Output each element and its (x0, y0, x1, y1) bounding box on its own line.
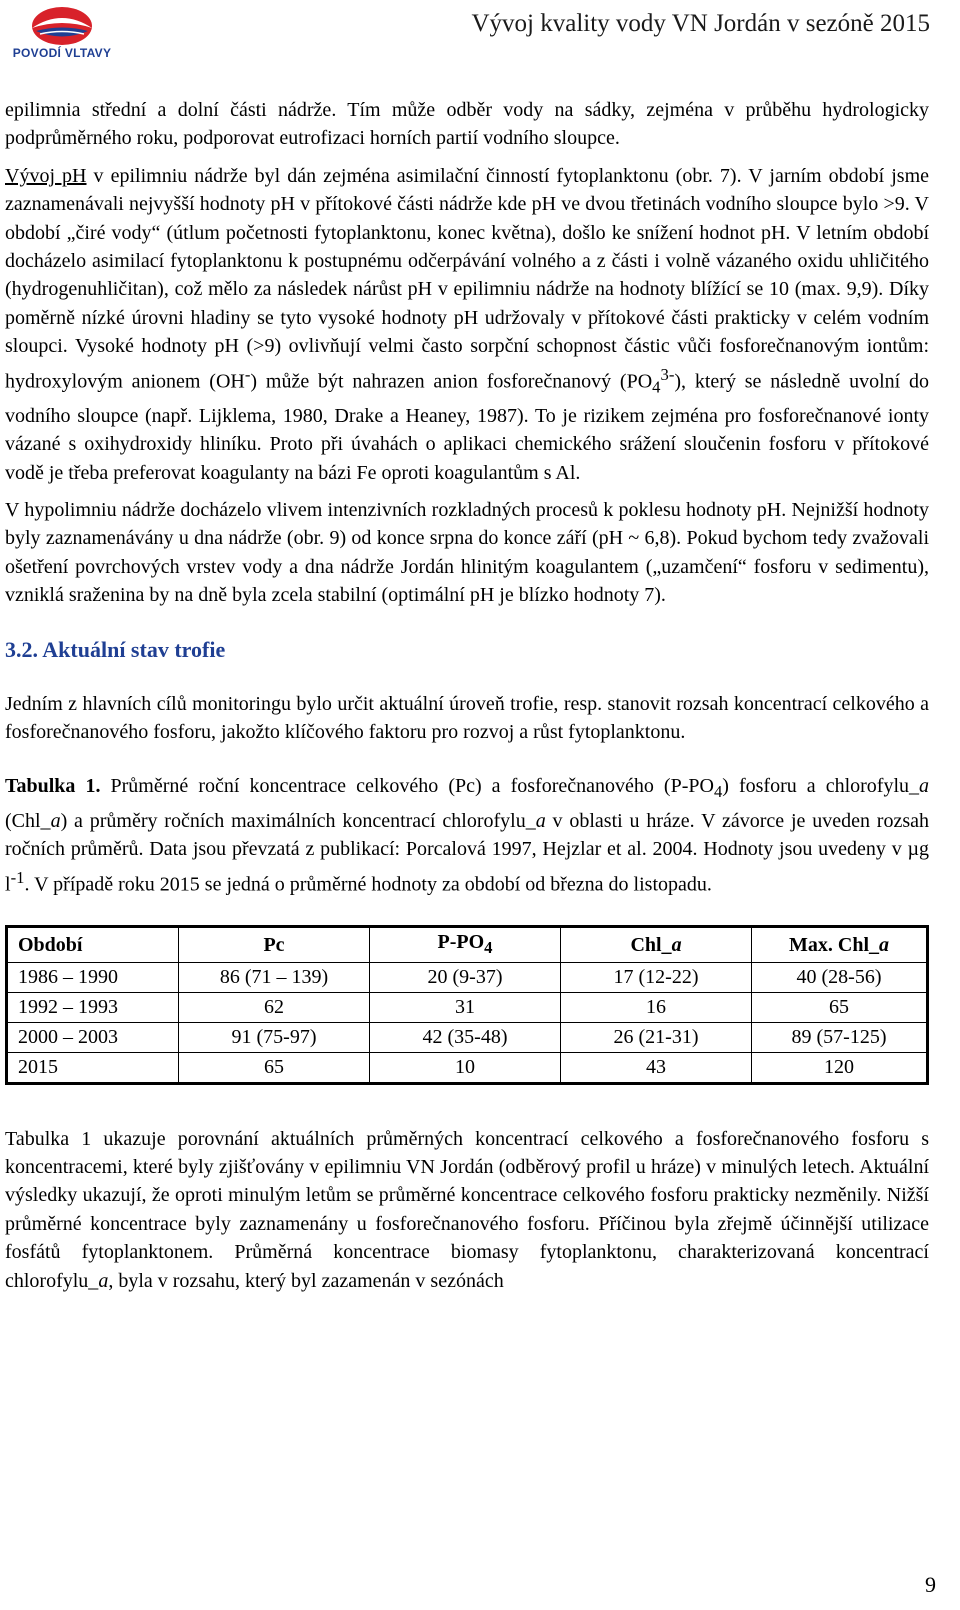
table-cell: 62 (179, 992, 370, 1022)
ph-sup-3: 3- (660, 364, 675, 384)
paragraph-ph (5, 162, 929, 487)
ph-text-a: v epilimniu nádrže byl dán zejména asimilační činností fytoplanktonu (obr. 7). V jarním období jsme zaznamenávali nejvyšší hodnoty pH v přítokové části nádrže kde pH ve dvou třetinách vodního sloupce bylo >9. V období „čiré vody“ (útlum početnosti fytoplanktonu, konec května), došlo ke snížení hodnot pH. V letním období docházelo asimilací fytoplanktonu k postupnému odčerpávání volného a z části i volně vázaného oxidu uhličitého (hydrogenuhličitan), což mělo za následek nárůst pH v epilimniu nádrže na hodnoty blížící se 10 (max. 9,9). Díky poměrně nízké úrovni hladiny se tyto vysoké hodnoty pH udržovaly v přítokové části prakticky v celém vodním sloupci. Vysoké hodnoty pH (>9) ovlivňují velmi často sorpční schopnost částic vůči fosforečnanovým iontům: hydroxylovým anionem (OH (5, 164, 930, 393)
table-cell: 65 (179, 1052, 370, 1083)
header-title: Vývoj kvality vody VN Jordán v sezóně 2015 (471, 10, 930, 37)
col-ppo4 (370, 926, 561, 962)
ph-link[interactable]: Vývoj pH (5, 164, 87, 187)
col-chl (561, 926, 752, 962)
document-body (5, 96, 929, 1295)
ph-sup-minus: - (244, 364, 251, 384)
section-number: 3.2. (5, 636, 38, 662)
table-header-row (7, 926, 928, 962)
col-max-chl-label: Max. Chl_ (789, 933, 879, 956)
phosphorus-table (5, 925, 929, 1085)
table-cell: 31 (370, 992, 561, 1022)
caption-i2: a (50, 809, 61, 832)
col-ppo4-label: P-PO (437, 930, 485, 953)
table-cell: 86 (71 – 139) (179, 962, 370, 992)
table-cell: 26 (21-31) (561, 1022, 752, 1052)
col-chl-italic: a (671, 933, 682, 956)
table-row (7, 1022, 928, 1052)
table-cell: 43 (561, 1052, 752, 1083)
section-title: Aktuální stav trofie (38, 636, 226, 662)
caption-a: Průměrné roční koncentrace celkového (Pc) a fosforečnanového (P-PO (100, 775, 714, 798)
section-heading (5, 636, 929, 664)
caption-i1: a (919, 775, 929, 798)
comparison-italic: a (98, 1269, 109, 1292)
col-period: Období (7, 926, 179, 962)
table-cell: 2015 (7, 1052, 179, 1083)
col-pc: Pc (179, 926, 370, 962)
caption-d: ) a průměry ročních maximálních koncentrací chlorofylu_ (60, 809, 536, 832)
table-cell: 16 (561, 992, 752, 1022)
caption-sub: 4 (713, 782, 723, 802)
logo-text: POVODÍ VLTAVY (12, 46, 112, 60)
table-cell: 17 (12-22) (561, 962, 752, 992)
table-caption (5, 772, 929, 898)
col-max-chl (752, 926, 928, 962)
table-cell: 91 (75-97) (179, 1022, 370, 1052)
page-header (0, 0, 960, 80)
ph-sub-4: 4 (652, 377, 661, 397)
paragraph-comparison (5, 1125, 929, 1295)
povodi-vltavy-logo (6, 4, 118, 64)
caption-e: v oblasti u hráze. V závorce je uveden rozsah ročních průměrů. Data jsou převzatá z publikací: Porcalová 1997, Hejzlar et al. 2004. Hodnoty jsou uvedeny v µg l (5, 809, 929, 896)
caption-i3: a (535, 809, 546, 832)
paragraph-epilimnion: epilimnia střední a dolní části nádrže. Tím může odběr vody na sádky, zejména v průběhu hydrologicky podprůměrného roku, podporovat eutrofizaci horních partií vodního sloupce. (5, 99, 929, 150)
table-cell: 10 (370, 1052, 561, 1083)
table-cell: 20 (9-37) (370, 962, 561, 992)
table-cell: 65 (752, 992, 928, 1022)
table-cell: 2000 – 2003 (7, 1022, 179, 1052)
logo-emblem-icon (6, 4, 118, 48)
paragraph-monitoring: Jedním z hlavních cílů monitoringu bylo určit aktuální úroveň trofie, resp. stanovit rozsah koncentrací celkového a fosforečnanového fosforu, jakožto klíčového faktoru pro rozvoj a růst fytoplanktonu. (5, 692, 929, 743)
caption-c: (Chl_ (5, 809, 51, 832)
comparison-text-a: Tabulka 1 ukazuje porovnání aktuálních průměrných koncentrací celkového a fosforečnanového fosforu s koncentracemi, které byly zjišťovány v epilimniu VN Jordán (odběrový profil u hráze) v minulých letech. Aktuální výsledky ukazují, že oproti minulým letům se průměrné koncentrace celkového fosforu prakticky nezměnily. Nižší průměrné koncentrace byly zaznamenány u fosforečnanového fosforu. Příčinou byla zřejmě účinnější utilizace fosfátů fytoplanktonem. Průměrná koncentrace biomasy fytoplanktonu, charakterizovaná koncentrací chlorofylu_ (5, 1127, 929, 1292)
comparison-text-b: , byla v rozsahu, který byl zazamenán v sezónách (108, 1269, 504, 1292)
table-cell: 120 (752, 1052, 928, 1083)
col-ppo4-sub: 4 (484, 937, 493, 957)
paragraph-hypolimnion: V hypolimniu nádrže docházelo vlivem intenzivních rozkladných procesů k poklesu hodnoty pH. Nejnižší hodnoty byly zaznamenávány u dna nádrže (obr. 9) od konce srpna do konce září (pH ~ 6,8). Pokud bychom tedy zvažovali ošetření povrchových vrstev vody a dna nádrže Jordán hlinitým koagulantem („uzamčení“ fosforu v sedimentu), vzniklá sraženina by na dně byla zcela stabilní (optimální pH je blízko hodnoty 7). (5, 498, 929, 607)
table-row (7, 992, 928, 1022)
caption-b: ) fosforu a chlorofylu_ (722, 775, 919, 798)
col-max-chl-italic: a (879, 933, 889, 956)
page-number: 9 (925, 1572, 936, 1597)
table-row (7, 1052, 928, 1083)
caption-f: . V případě roku 2015 se jedná o průměrné hodnoty za období od března do listopadu. (24, 873, 712, 896)
table-cell: 1992 – 1993 (7, 992, 179, 1022)
ph-text-b: ) může být nahrazen anion fosforečnanový (PO (250, 370, 653, 393)
ph-text-c: ), který se následně uvolní do vodního sloupce (např. Lijklema, 1980, Drake a Heaney, 1987). To je rizikem zejména pro fosforečnanové ionty vázané s oxihydroxidy hliníku. Proto při úvahách o aplikaci chemického srážení sloučenin fosforu v přítokové vodě je třeba preferovat koagulanty na bázi Fe oproti koagulantům s Al. (5, 370, 930, 484)
col-chl-label: Chl_ (630, 933, 672, 956)
caption-label: Tabulka 1. (5, 775, 101, 798)
table-row (7, 962, 928, 992)
caption-sup: -1 (10, 867, 25, 887)
table-cell: 42 (35-48) (370, 1022, 561, 1052)
table-cell: 40 (28-56) (752, 962, 928, 992)
table-cell: 1986 – 1990 (7, 962, 179, 992)
table-cell: 89 (57-125) (752, 1022, 928, 1052)
